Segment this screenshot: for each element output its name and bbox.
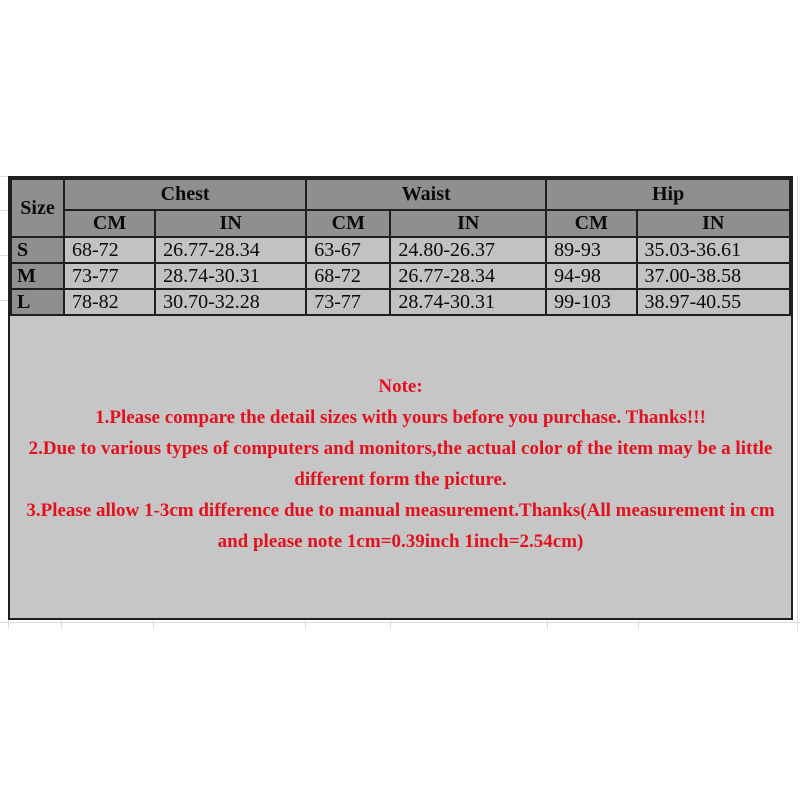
hip-in-value: 35.03-36.61 [637,237,790,263]
sheet-gridline [8,620,9,629]
subheader-waist-in: IN [390,210,546,237]
size-chart-table [10,178,791,316]
sheet-gridline [797,176,798,631]
subheader-chest-cm: CM [64,210,155,237]
col-header-waist: Waist [306,179,546,210]
sheet-gridline [390,620,391,629]
sheet-gridline [153,620,154,629]
table-row-l [11,289,790,315]
sheet-gridline [0,176,8,177]
note-line-3: 3.Please allow 1-3cm difference due to manual measurement.Thanks(All measurement in cm and please note 1cm=0.39inch 1inch=2.54cm) [26,500,775,552]
sheet-gridline [0,210,8,211]
hip-cm-value: 99-103 [546,289,636,315]
note-line-1: 1.Please compare the detail sizes with yours before you purchase. Thanks!!! [95,407,706,428]
waist-in-value: 24.80-26.37 [390,237,546,263]
note-title: Note: [378,376,423,397]
waist-cm-value: 63-67 [306,237,390,263]
subheader-waist-cm: CM [306,210,390,237]
note-line-2: 2.Due to various types of computers and monitors,the actual color of the item may be a little different form the picture. [28,438,773,490]
waist-in-value: 28.74-30.31 [390,289,546,315]
chest-in-value: 28.74-30.31 [155,263,306,289]
subheader-hip-cm: CM [546,210,636,237]
subheader-chest-in: IN [155,210,306,237]
sheet-gridline [305,620,306,629]
chest-cm-value: 73-77 [64,263,155,289]
hip-in-value: 37.00-38.58 [637,263,790,289]
sheet-gridline [0,622,800,623]
sheet-gridline [547,620,548,629]
size-chart-panel [8,176,793,620]
waist-in-value: 26.77-28.34 [390,263,546,289]
table-row-s [11,237,790,263]
sheet-gridline [0,255,8,256]
hip-cm-value: 94-98 [546,263,636,289]
table-row-m [11,263,790,289]
hip-in-value: 38.97-40.55 [637,289,790,315]
note-section [10,319,791,618]
size-label: M [11,263,64,289]
col-header-chest: Chest [64,179,306,210]
sheet-gridline [61,620,62,629]
hip-cm-value: 89-93 [546,237,636,263]
size-label: L [11,289,64,315]
chest-in-value: 26.77-28.34 [155,237,306,263]
chest-cm-value: 68-72 [64,237,155,263]
sheet-gridline [638,620,639,629]
waist-cm-value: 68-72 [306,263,390,289]
chest-in-value: 30.70-32.28 [155,289,306,315]
chest-cm-value: 78-82 [64,289,155,315]
size-label: S [11,237,64,263]
col-header-size: Size [11,179,64,237]
col-header-hip: Hip [546,179,790,210]
subheader-hip-in: IN [637,210,790,237]
sheet-gridline [0,300,8,301]
waist-cm-value: 73-77 [306,289,390,315]
